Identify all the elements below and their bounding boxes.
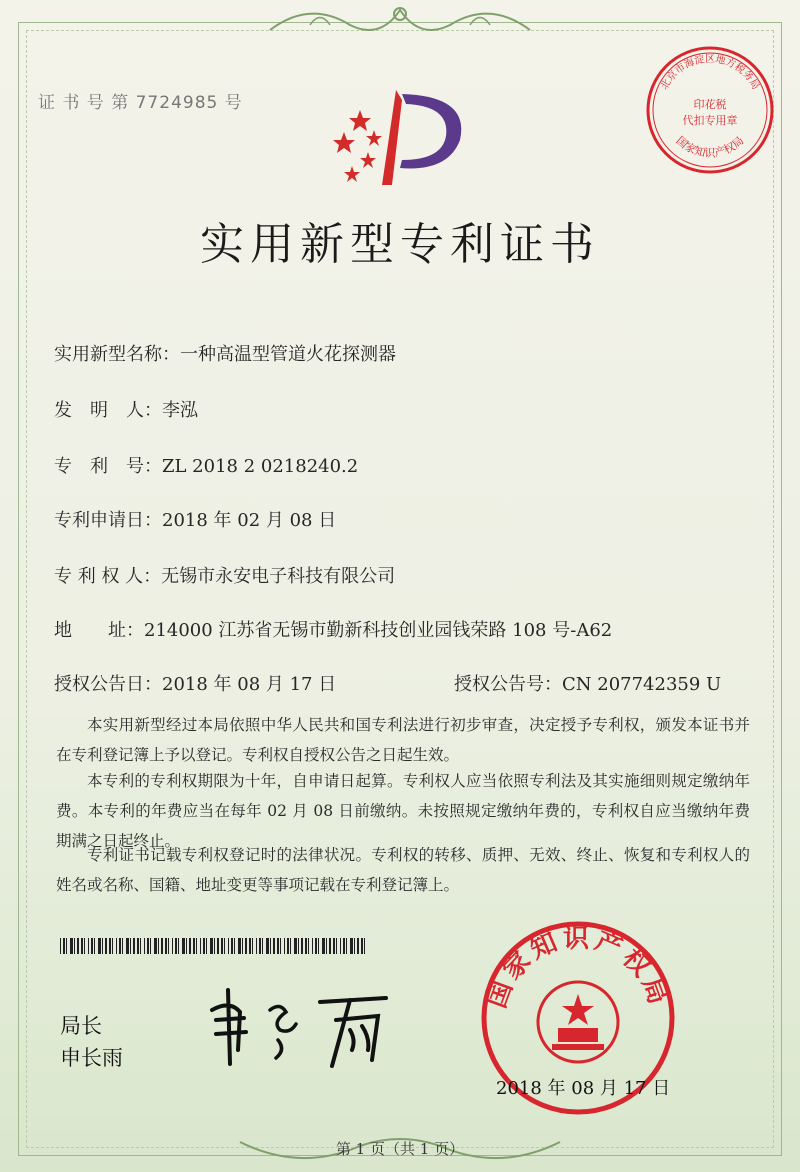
grant-number-value: CN 207742359 U [562, 674, 722, 695]
filing-date-label: 专利申请日： [54, 510, 162, 531]
inventor-value: 李泓 [162, 400, 198, 421]
patent-number-label: 专 利 号： [54, 456, 162, 477]
field-address [54, 616, 612, 642]
field-filing-date [54, 506, 336, 532]
field-inventor [54, 396, 198, 422]
page-number: 第 1 页（共 1 页） [335, 1140, 465, 1158]
address-value: 214000 江苏省无锡市勤新科技创业园钱荣路 108 号-A62 [144, 620, 613, 641]
patentee-value: 无锡市永安电子科技有限公司 [161, 566, 396, 587]
field-grant-date [54, 670, 336, 696]
filing-date-value: 2018 年 02 月 08 日 [162, 510, 337, 531]
tax-stamp-outer-text: 北京市海淀区地方税务局 [659, 54, 761, 92]
cnipa-logo-icon [330, 80, 470, 190]
paragraph-term-notice: 本专利的专利权期限为十年，自申请日起算。专利权人应当依照专利法及其实施细则规定缴纳年费。本专利的年费应当在每年 02 月 08 日前缴纳。未按照规定缴纳年费的，专利权自应当缴纳年费期满之日起终止。 [56, 772, 750, 850]
paragraph-legal-status: 专利证书记载专利权登记时的法律状况。专利权的转移、质押、无效、终止、恢复和专利权人的姓名或名称、国籍、地址变更等事项记载在专利登记簿上。 [56, 846, 750, 894]
address-label: 地 址： [54, 620, 144, 641]
tax-stamp-line1: 印花税 [693, 98, 727, 111]
utility-name-label: 实用新型名称： [54, 344, 180, 365]
paragraph-grant-notice: 本实用新型经过本局依照中华人民共和国专利法进行初步审查，决定授予专利权，颁发本证书并在专利登记簿上予以登记。专利权自授权公告之日起生效。 [56, 716, 750, 764]
certificate-title: 实用新型专利证书 [200, 219, 600, 270]
grant-date-value: 2018 年 08 月 17 日 [162, 674, 337, 695]
director-signature-icon [200, 980, 400, 1070]
tax-stamp-bottom-text: 国家知识产权局 [673, 134, 747, 160]
certificate-number: 证 书 号 第 7724985 号 [38, 93, 243, 113]
grant-date-label: 授权公告日： [54, 674, 162, 695]
director-name: 申长雨 [60, 1046, 123, 1070]
patent-number-value: ZL 2018 2 0218240.2 [162, 456, 359, 477]
tax-stamp-line2: 代扣专用章 [682, 114, 738, 127]
grant-number-label: 授权公告号： [454, 674, 562, 695]
seal-text: 国家知识产权局 [481, 923, 675, 1012]
svg-text:国家知识产权局 [674, 134, 747, 160]
tax-stamp-icon [644, 44, 776, 176]
patentee-label: 专 利 权 人： [54, 566, 162, 587]
director-title: 局长 [60, 1014, 102, 1038]
seal-date: 2018 年 08 月 17 日 [496, 1078, 671, 1099]
barcode-icon [60, 938, 370, 954]
field-utility-name [54, 340, 396, 366]
field-patentee [54, 562, 395, 588]
top-ornament-icon [250, 0, 550, 40]
field-patent-number [54, 452, 358, 478]
utility-name-value: 一种高温型管道火花探测器 [180, 344, 396, 365]
inventor-label: 发 明 人： [54, 400, 162, 421]
field-grant-number [454, 670, 721, 696]
